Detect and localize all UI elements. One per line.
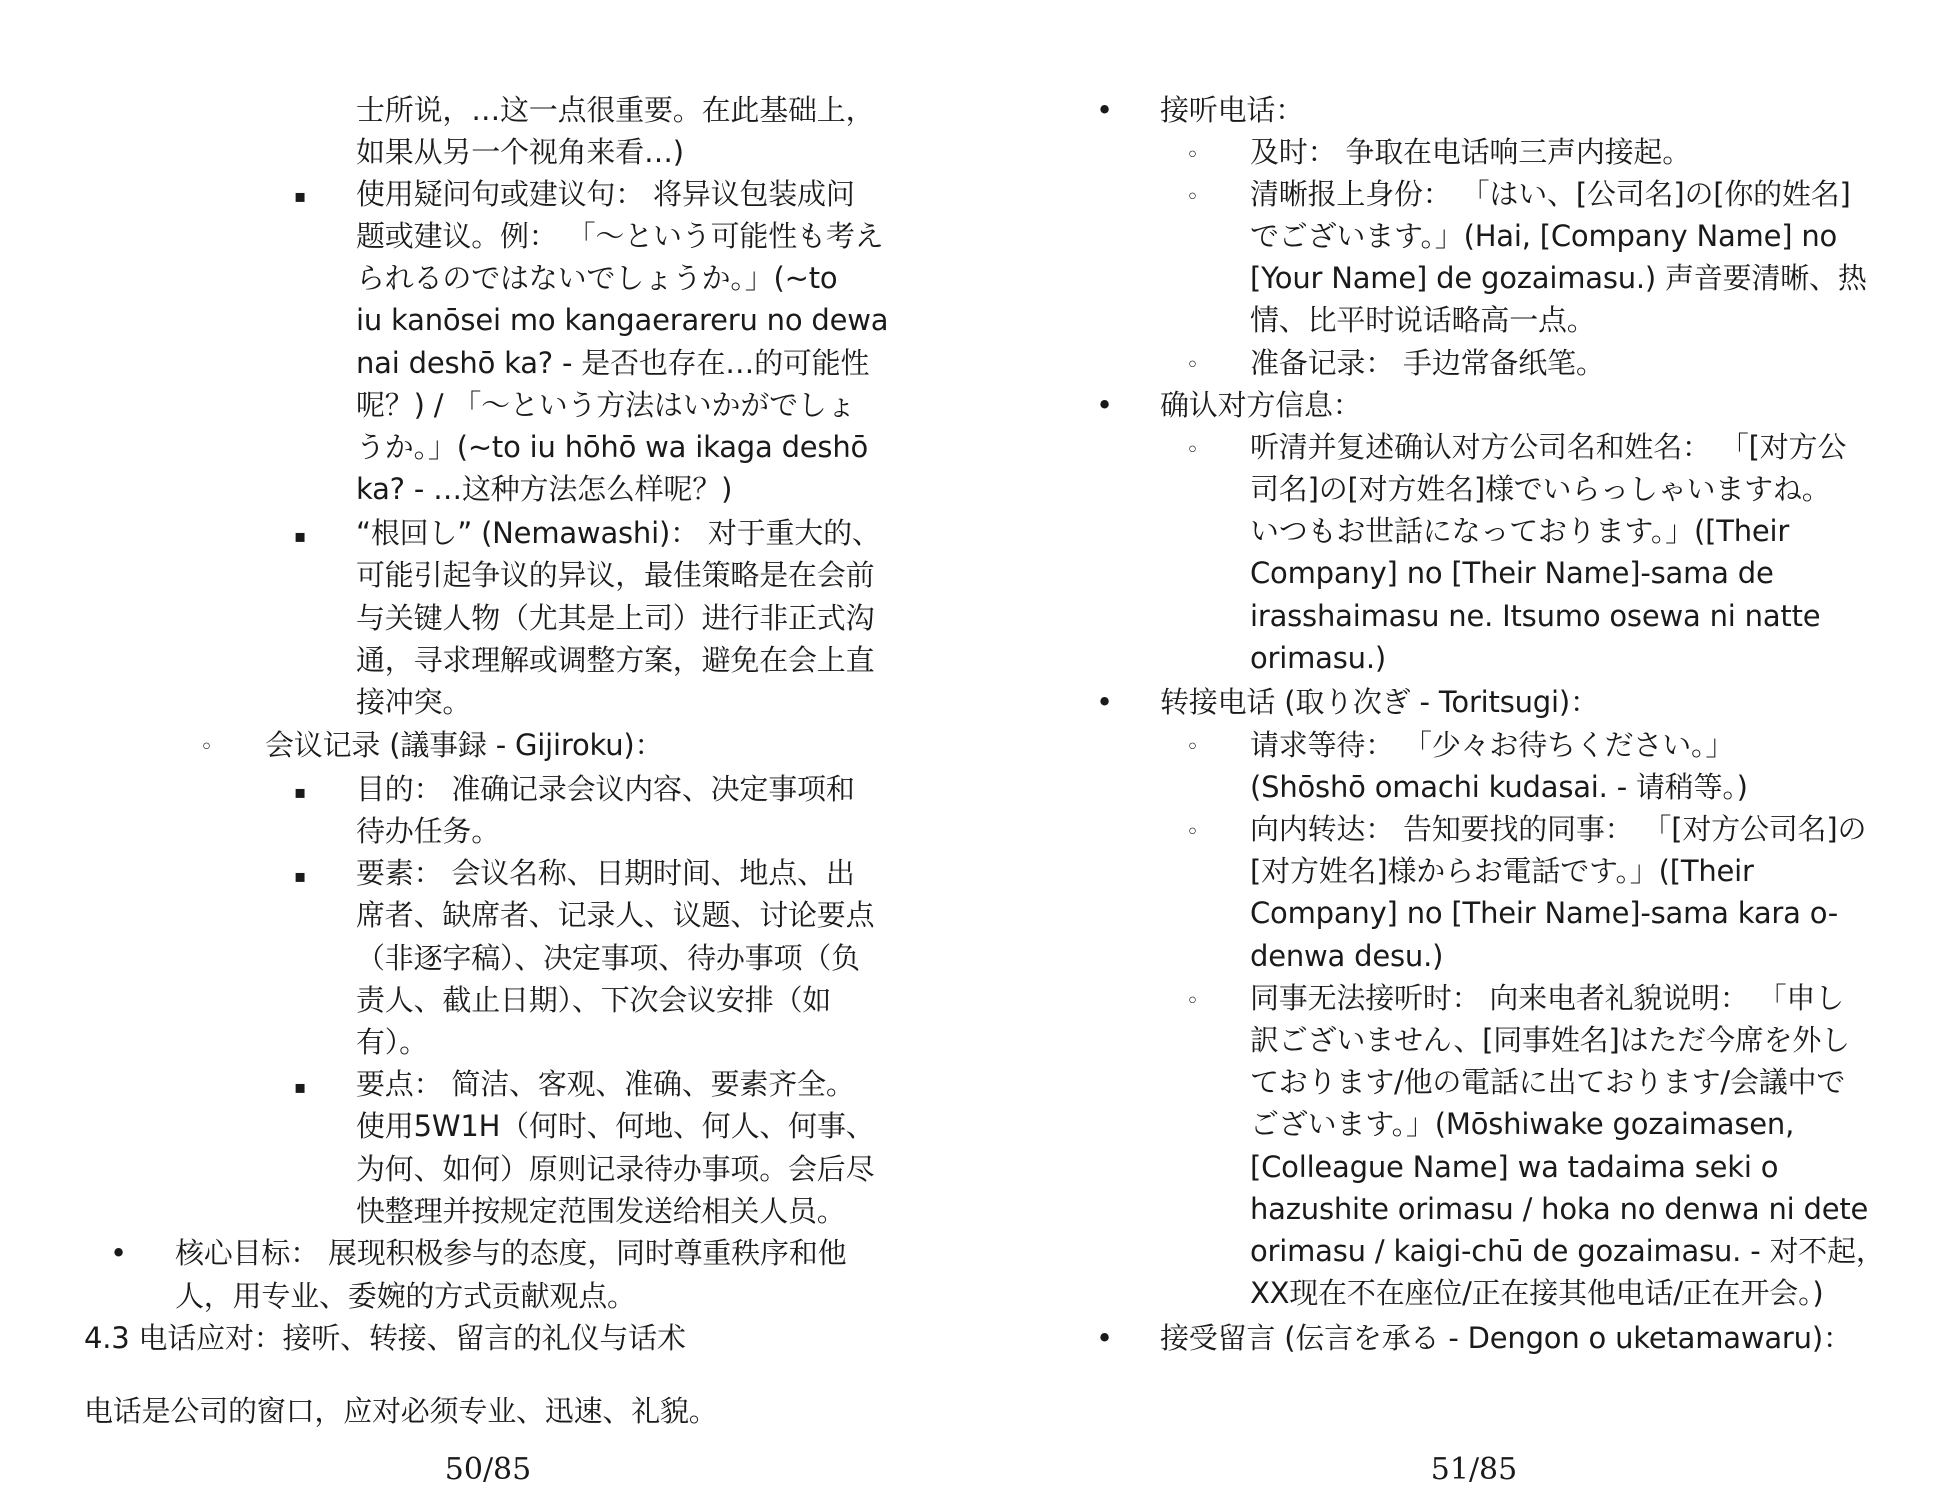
body-text-line: 听清并复述确认对方公司名和姓名： 「[对方公: [1250, 430, 1847, 464]
circle-bullet-icon: [1186, 345, 1199, 387]
body-text-line: irasshaimasu ne. Itsumo osewa ni natte: [1250, 599, 1821, 633]
body-text-line: 接冲突。: [356, 685, 472, 719]
body-text-line: うか。」(~to iu hōhō wa ikaga deshō: [356, 430, 869, 464]
body-text-line: 可能引起争议的异议，最佳策略是在会前: [356, 558, 875, 592]
body-text-line: 目的： 准确记录会议内容、决定事项和: [356, 772, 855, 806]
body-text-line: orimasu.): [1250, 641, 1386, 675]
body-text-line: 人，用专业、委婉的方式贡献观点。: [175, 1279, 636, 1313]
body-text-line: [对方姓名]様からお電話です。」([Their: [1250, 854, 1754, 888]
body-text-line: 席者、缺席者、记录人、议题、讨论要点: [356, 898, 875, 932]
disc-bullet-icon: [1096, 89, 1113, 131]
body-text-line: 情、比平时说话略高一点。: [1250, 303, 1596, 337]
body-text-line: 责人、截止日期）、下次会议安排（如: [356, 983, 832, 1017]
body-text-line: 訳ございません、[同事姓名]はただ今席を外し: [1250, 1023, 1850, 1057]
body-text-line: 呢？) / 「〜という方法はいかがでしょ: [356, 388, 856, 422]
body-text-line: （非逐字稿）、决定事项、待办事项（负: [356, 941, 860, 975]
circle-bullet-icon: [1186, 981, 1199, 1023]
body-text-line: 为何、如何）原则记录待办事项。会后尽: [356, 1152, 875, 1186]
body-text-line: 要素： 会议名称、日期时间、地点、出: [356, 856, 855, 890]
square-bullet-icon: [294, 176, 306, 218]
page-number: 51/85: [1430, 1452, 1518, 1487]
square-bullet-icon: [294, 772, 306, 814]
body-text-line: 要点： 简洁、客观、准确、要素齐全。: [356, 1067, 855, 1101]
body-text-line: iu kanōsei mo kangaerareru no dewa: [356, 303, 889, 337]
body-text-line: 向内转达： 告知要找的同事： 「[对方公司名]の: [1250, 812, 1867, 846]
square-bullet-icon: [294, 1067, 306, 1109]
body-text-line: 待办任务。: [356, 814, 501, 848]
body-text-line: 士所说，…这一点很重要。在此基础上，: [356, 93, 875, 127]
square-bullet-icon: [294, 516, 306, 558]
body-text-line: (Shōshō omachi kudasai. - 请稍等。): [1250, 770, 1748, 804]
square-bullet-icon: [294, 856, 306, 898]
body-text-line: Company] no [Their Name]-sama kara o-: [1250, 896, 1839, 930]
body-text-line: ございます。」(Mōshiwake gozaimasen,: [1250, 1107, 1795, 1141]
body-text-line: “根回し” (Nemawashi)： 对于重大的、: [356, 516, 881, 550]
body-text-line: ka? - …这种方法怎么样呢？): [356, 472, 733, 506]
body-text-line: 接听电话：: [1160, 93, 1305, 127]
body-text-line: denwa desu.): [1250, 939, 1444, 973]
body-text-line: 通，寻求理解或调整方案，避免在会上直: [356, 643, 875, 677]
right-page: [976, 0, 1952, 1506]
disc-bullet-icon: [110, 1232, 127, 1274]
body-text-line: 确认对方信息：: [1160, 388, 1362, 422]
body-text-line: 会议记录 (議事録 - Gijiroku)：: [265, 728, 664, 762]
body-text-line: 同事无法接听时： 向来电者礼貌说明： 「申し: [1250, 981, 1845, 1015]
circle-bullet-icon: [1186, 812, 1199, 854]
body-text-line: 请求等待： 「少々お待ちください。」: [1250, 728, 1735, 762]
body-text-line: 核心目标： 展现积极参与的态度，同时尊重秩序和他: [175, 1236, 847, 1270]
body-text-line: hazushite orimasu / hoka no denwa ni dete: [1250, 1192, 1869, 1226]
disc-bullet-icon: [1096, 1317, 1113, 1359]
body-text-line: Company] no [Their Name]-sama de: [1250, 556, 1774, 590]
disc-bullet-icon: [1096, 681, 1113, 723]
disc-bullet-icon: [1096, 384, 1113, 426]
body-text-line: 及时： 争取在电话响三声内接起。: [1250, 135, 1692, 169]
body-text-line: 接受留言 (伝言を承る - Dengon o uketamawaru)：: [1160, 1321, 1852, 1355]
circle-bullet-icon: [1186, 430, 1199, 472]
body-text-line: 题或建议。例： 「〜という可能性も考え: [356, 219, 884, 253]
body-paragraph: 电话是公司的窗口，应对必须专业、迅速、礼貌。: [84, 1394, 718, 1428]
body-text-line: 准备记录： 手边常备纸笔。: [1250, 346, 1605, 380]
body-text-line: 快整理并按规定范围发送给相关人员。: [356, 1194, 846, 1228]
body-text-line: 如果从另一个视角来看…): [356, 135, 684, 169]
circle-bullet-icon: [200, 727, 213, 769]
body-text-line: 与关键人物（尤其是上司）进行非正式沟: [356, 601, 875, 635]
body-text-line: 司名]の[对方姓名]様でいらっしゃいますね。: [1250, 472, 1831, 506]
body-text-line: [Your Name] de gozaimasu.) 声音要清晰、热: [1250, 261, 1867, 295]
circle-bullet-icon: [1186, 727, 1199, 769]
circle-bullet-icon: [1186, 135, 1199, 177]
body-text-line: 使用5W1H（何时、何地、何人、何事、: [356, 1109, 875, 1143]
body-text-line: ております/他の電話に出ております/会議中で: [1250, 1065, 1846, 1099]
body-text-line: られるのではないでしょうか。」(~to: [356, 261, 838, 295]
body-text-line: orimasu / kaigi-chū de gozaimasu. - 对不起，: [1250, 1234, 1885, 1268]
body-text-line: 使用疑问句或建议句： 将异议包装成问: [356, 177, 855, 211]
circle-bullet-icon: [1186, 177, 1199, 219]
body-text-line: 有）。: [356, 1025, 428, 1059]
body-text-line: 清晰报上身份： 「はい、[公司名]の[你的姓名]: [1250, 177, 1851, 211]
section-heading: 4.3 电话应对：接听、转接、留言的礼仪与话术: [84, 1321, 686, 1355]
body-text-line: でございます。」(Hai, [Company Name] no: [1250, 219, 1838, 253]
body-text-line: 转接电话 (取り次ぎ - Toritsugi)：: [1160, 685, 1599, 719]
body-text-line: XX现在不在座位/正在接其他电话/正在开会。): [1250, 1276, 1824, 1310]
page-number: 50/85: [444, 1452, 532, 1487]
body-text-line: nai deshō ka? - 是否也存在…的可能性: [356, 346, 870, 380]
body-text-line: いつもお世話になっております。」([Their: [1250, 514, 1790, 548]
body-text-line: [Colleague Name] wa tadaima seki o: [1250, 1150, 1779, 1184]
